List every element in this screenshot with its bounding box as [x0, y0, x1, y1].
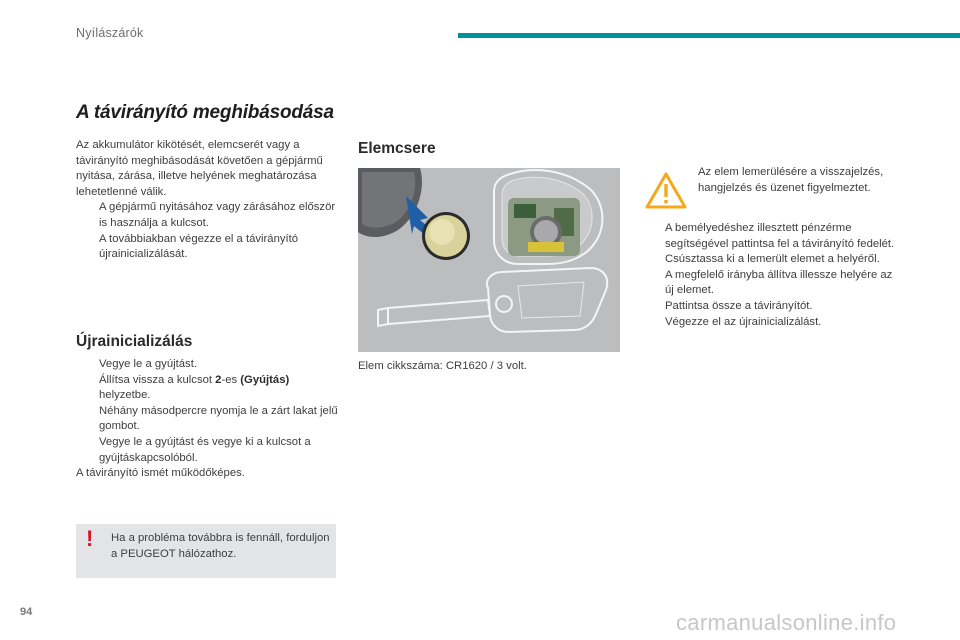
remote-key-photo [358, 168, 620, 352]
list-item: Csúsztassa ki a lemerült elemet a helyéről. [665, 253, 880, 266]
list-item: A továbbiakban végezze el a távirányító újrainicializálását. [99, 232, 299, 261]
list-item: Vegye le a gyújtást és vegye ki a kulcsot a gyújtáskapcsolóból. [99, 435, 311, 464]
battery-steps-block [642, 221, 904, 330]
battery-caption: Elem cikkszáma: CR1620 / 3 volt. [358, 360, 527, 372]
intro-bullet-list [76, 200, 338, 262]
intro-block [76, 138, 338, 263]
list-item: A gépjármű nyitásához vagy zárásához először is használja a kulcsot. [99, 201, 336, 229]
list-item: A megfelelő irányba állítva illessze helyére az új elemet. [665, 268, 893, 297]
warning-triangle-icon [645, 172, 687, 210]
watermark: carmanualsonline.info [676, 610, 897, 635]
ignition-label: (Gyújtás) [240, 373, 290, 386]
key-position-number: 2 [215, 373, 222, 386]
list-item: Állítsa vissza a kulcsot 2-es (Gyújtás) helyzetbe. [99, 373, 290, 402]
notice-text: Ha a probléma továbbra is fennáll, forduljon a PEUGEOT hálózathoz. [111, 532, 330, 560]
battery-warning-text: Az elem lemerülésére a visszajelzés, hangjelzés és üzenet figyelmeztet. [698, 166, 884, 194]
list-item: Pattintsa össze a távirányítót. [665, 299, 813, 312]
page-title: A távirányító meghibásodása [76, 102, 334, 123]
intro-paragraph: Az akkumulátor kikötését, elemcserét vagy a távirányító meghibásodását követően a gépjármű nyitása, zárása, illetve helyének meghatározása lehetetlenné válik. [76, 139, 323, 198]
battery-step-list [642, 221, 904, 330]
list-item: Vegye le a gyújtást. [99, 358, 197, 370]
list-item: Néhány másodpercre nyomja le a zárt lakat jelű gombot. [99, 404, 338, 433]
battery-title: Elemcsere [358, 140, 436, 157]
page-number: 94 [20, 606, 33, 618]
reinit-result: A távirányító ismét működőképes. [76, 467, 245, 480]
reinit-title: Újrainicializálás [76, 333, 193, 350]
list-item: A bemélyedéshez illesztett pénzérme segítségével pattintsa fel a távirányító fedelét. [665, 222, 895, 250]
list-item: Végezze el az újrainicializálást. [665, 315, 822, 328]
remote-key-illustration [358, 168, 620, 352]
reinit-block [76, 357, 338, 482]
notice-box [76, 524, 336, 578]
header-accent-bar [458, 33, 960, 38]
exclamation-icon: ! [86, 526, 94, 551]
reinit-step-list [76, 357, 338, 466]
section-title: Nyílászárók [76, 26, 144, 40]
